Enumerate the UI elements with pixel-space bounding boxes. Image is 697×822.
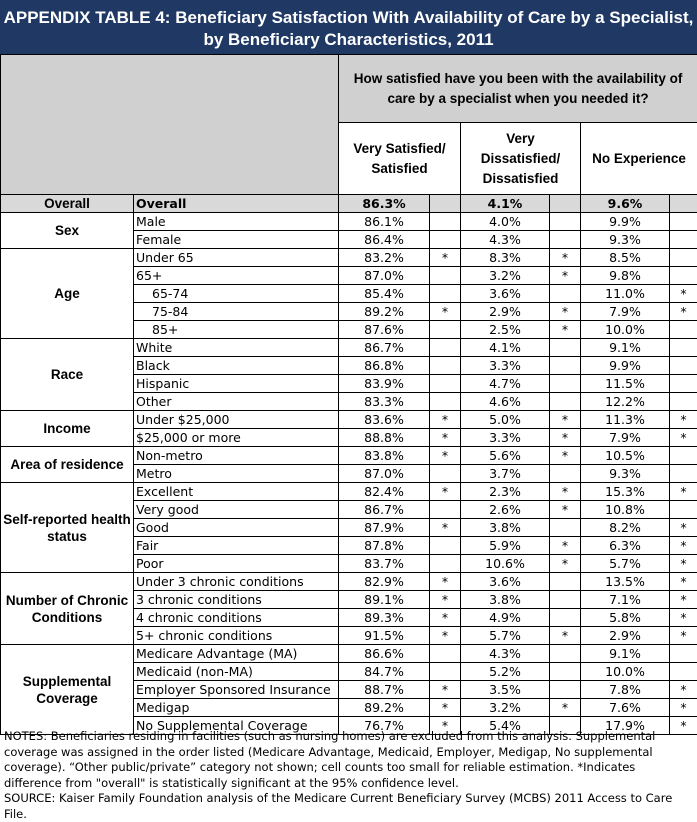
no-experience-significance: * bbox=[670, 591, 697, 609]
category-label: Employer Sponsored Insurance bbox=[134, 681, 339, 699]
category-label: Under $25,000 bbox=[134, 411, 339, 429]
dissatisfied-value: 3.7% bbox=[461, 465, 550, 483]
satisfied-value: 83.9% bbox=[339, 375, 430, 393]
no-experience-significance bbox=[670, 663, 697, 681]
dissatisfied-significance: * bbox=[550, 483, 581, 501]
dissatisfied-significance: * bbox=[550, 627, 581, 645]
dissatisfied-value: 3.2% bbox=[461, 699, 550, 717]
group-label: Number of Chronic Conditions bbox=[1, 573, 134, 645]
no-experience-value: 13.5% bbox=[581, 573, 670, 591]
column-header-dissatisfied: Very Dissatisfied/ Dissatisfied bbox=[461, 123, 581, 195]
no-experience-value: 6.3% bbox=[581, 537, 670, 555]
no-experience-significance: * bbox=[670, 519, 697, 537]
table-title bbox=[0, 0, 697, 54]
no-experience-value: 5.8% bbox=[581, 609, 670, 627]
satisfied-value: 88.8% bbox=[339, 429, 430, 447]
satisfied-value: 87.0% bbox=[339, 267, 430, 285]
table-row bbox=[1, 483, 697, 501]
table-row bbox=[1, 447, 697, 465]
dissatisfied-value: 3.3% bbox=[461, 429, 550, 447]
dissatisfied-significance: * bbox=[550, 249, 581, 267]
no-experience-value: 7.1% bbox=[581, 591, 670, 609]
satisfied-significance bbox=[430, 465, 461, 483]
no-experience-significance bbox=[670, 321, 697, 339]
no-experience-value: 9.9% bbox=[581, 357, 670, 375]
satisfied-value: 91.5% bbox=[339, 627, 430, 645]
no-experience-significance: * bbox=[670, 681, 697, 699]
no-experience-value: 9.9% bbox=[581, 213, 670, 231]
satisfied-significance bbox=[430, 537, 461, 555]
no-experience-value: 11.0% bbox=[581, 285, 670, 303]
category-label: Very good bbox=[134, 501, 339, 519]
satisfied-value: 85.4% bbox=[339, 285, 430, 303]
category-label: Hispanic bbox=[134, 375, 339, 393]
category-label: White bbox=[134, 339, 339, 357]
no-experience-value: 7.8% bbox=[581, 681, 670, 699]
satisfied-significance bbox=[430, 393, 461, 411]
no-experience-value: 9.1% bbox=[581, 645, 670, 663]
satisfied-significance: * bbox=[430, 249, 461, 267]
dissatisfied-significance bbox=[550, 663, 581, 681]
satisfied-value: 83.2% bbox=[339, 249, 430, 267]
survey-question-header: How satisfied have you been with the availability of care by a specialist when you needed it? bbox=[339, 55, 697, 123]
dissatisfied-value: 4.1% bbox=[461, 195, 550, 213]
dissatisfied-value: 3.8% bbox=[461, 591, 550, 609]
dissatisfied-significance: * bbox=[550, 555, 581, 573]
dissatisfied-significance bbox=[550, 195, 581, 213]
no-experience-significance: * bbox=[670, 303, 697, 321]
dissatisfied-value: 2.9% bbox=[461, 303, 550, 321]
satisfied-value: 86.1% bbox=[339, 213, 430, 231]
satisfied-significance bbox=[430, 645, 461, 663]
satisfied-significance: * bbox=[430, 717, 461, 735]
group-label: Area of residence bbox=[1, 447, 134, 483]
satisfied-significance: * bbox=[430, 627, 461, 645]
satisfied-significance bbox=[430, 213, 461, 231]
satisfied-significance: * bbox=[430, 681, 461, 699]
dissatisfied-significance bbox=[550, 357, 581, 375]
category-label: $25,000 or more bbox=[134, 429, 339, 447]
no-experience-significance: * bbox=[670, 717, 697, 735]
column-header-satisfied: Very Satisfied/ Satisfied bbox=[339, 123, 461, 195]
dissatisfied-value: 4.6% bbox=[461, 393, 550, 411]
dissatisfied-significance: * bbox=[550, 447, 581, 465]
satisfied-significance: * bbox=[430, 447, 461, 465]
dissatisfied-value: 5.4% bbox=[461, 717, 550, 735]
no-experience-value: 11.5% bbox=[581, 375, 670, 393]
dissatisfied-value: 5.2% bbox=[461, 663, 550, 681]
satisfied-value: 86.7% bbox=[339, 501, 430, 519]
category-label: Excellent bbox=[134, 483, 339, 501]
group-label: Sex bbox=[1, 213, 134, 249]
group-label: Age bbox=[1, 249, 134, 339]
dissatisfied-value: 4.9% bbox=[461, 609, 550, 627]
table-row bbox=[1, 249, 697, 267]
no-experience-value: 9.1% bbox=[581, 339, 670, 357]
dissatisfied-value: 4.0% bbox=[461, 213, 550, 231]
dissatisfied-significance bbox=[550, 645, 581, 663]
no-experience-significance: * bbox=[670, 699, 697, 717]
dissatisfied-significance bbox=[550, 573, 581, 591]
satisfied-significance bbox=[430, 357, 461, 375]
dissatisfied-value: 3.5% bbox=[461, 681, 550, 699]
no-experience-value: 12.2% bbox=[581, 393, 670, 411]
dissatisfied-value: 8.3% bbox=[461, 249, 550, 267]
satisfied-significance bbox=[430, 501, 461, 519]
table-body bbox=[1, 55, 697, 735]
category-label: Fair bbox=[134, 537, 339, 555]
dissatisfied-value: 3.6% bbox=[461, 573, 550, 591]
satisfied-value: 87.9% bbox=[339, 519, 430, 537]
satisfied-value: 76.7% bbox=[339, 717, 430, 735]
satisfied-value: 87.0% bbox=[339, 465, 430, 483]
dissatisfied-value: 3.3% bbox=[461, 357, 550, 375]
column-header-no-experience: No Experience bbox=[581, 123, 697, 195]
dissatisfied-significance bbox=[550, 519, 581, 537]
no-experience-significance: * bbox=[670, 483, 697, 501]
group-label: Income bbox=[1, 411, 134, 447]
no-experience-significance bbox=[670, 231, 697, 249]
no-experience-significance bbox=[670, 501, 697, 519]
category-label: 3 chronic conditions bbox=[134, 591, 339, 609]
notes-block bbox=[4, 729, 694, 822]
satisfied-value: 89.1% bbox=[339, 591, 430, 609]
dissatisfied-significance bbox=[550, 681, 581, 699]
satisfied-value: 89.2% bbox=[339, 303, 430, 321]
title-line-2: by Beneficiary Characteristics, 2011 bbox=[2, 29, 695, 51]
no-experience-significance bbox=[670, 375, 697, 393]
satisfied-significance bbox=[430, 339, 461, 357]
no-experience-value: 9.6% bbox=[581, 195, 670, 213]
no-experience-value: 15.3% bbox=[581, 483, 670, 501]
no-experience-significance: * bbox=[670, 285, 697, 303]
satisfied-significance bbox=[430, 285, 461, 303]
satisfied-value: 82.9% bbox=[339, 573, 430, 591]
satisfied-significance bbox=[430, 231, 461, 249]
dissatisfied-significance: * bbox=[550, 411, 581, 429]
satisfied-value: 86.8% bbox=[339, 357, 430, 375]
satisfied-value: 86.7% bbox=[339, 339, 430, 357]
satisfied-significance: * bbox=[430, 429, 461, 447]
dissatisfied-value: 4.3% bbox=[461, 231, 550, 249]
dissatisfied-value: 2.5% bbox=[461, 321, 550, 339]
category-label: 65-74 bbox=[134, 285, 339, 303]
satisfied-value: 83.6% bbox=[339, 411, 430, 429]
no-experience-significance: * bbox=[670, 429, 697, 447]
no-experience-value: 8.2% bbox=[581, 519, 670, 537]
no-experience-significance bbox=[670, 447, 697, 465]
category-label: Medicare Advantage (MA) bbox=[134, 645, 339, 663]
satisfied-significance bbox=[430, 321, 461, 339]
satisfied-significance bbox=[430, 663, 461, 681]
dissatisfied-value: 3.8% bbox=[461, 519, 550, 537]
category-label: Good bbox=[134, 519, 339, 537]
no-experience-significance: * bbox=[670, 627, 697, 645]
satisfied-value: 86.4% bbox=[339, 231, 430, 249]
no-experience-significance bbox=[670, 645, 697, 663]
dissatisfied-significance: * bbox=[550, 303, 581, 321]
no-experience-value: 10.0% bbox=[581, 663, 670, 681]
no-experience-value: 10.8% bbox=[581, 501, 670, 519]
satisfied-significance: * bbox=[430, 303, 461, 321]
table-row bbox=[1, 411, 697, 429]
category-label: Under 3 chronic conditions bbox=[134, 573, 339, 591]
category-label: Medicaid (non-MA) bbox=[134, 663, 339, 681]
satisfied-value: 88.7% bbox=[339, 681, 430, 699]
satisfied-significance bbox=[430, 555, 461, 573]
satisfied-significance: * bbox=[430, 519, 461, 537]
category-label: No Supplemental Coverage bbox=[134, 717, 339, 735]
satisfied-significance: * bbox=[430, 699, 461, 717]
no-experience-significance bbox=[670, 393, 697, 411]
no-experience-significance: * bbox=[670, 609, 697, 627]
dissatisfied-significance bbox=[550, 213, 581, 231]
no-experience-value: 8.5% bbox=[581, 249, 670, 267]
dissatisfied-significance: * bbox=[550, 321, 581, 339]
no-experience-significance bbox=[670, 249, 697, 267]
data-table bbox=[0, 54, 697, 735]
dissatisfied-value: 4.7% bbox=[461, 375, 550, 393]
category-label: 65+ bbox=[134, 267, 339, 285]
header-blank-cell bbox=[1, 55, 339, 195]
no-experience-value: 7.9% bbox=[581, 303, 670, 321]
no-experience-value: 7.6% bbox=[581, 699, 670, 717]
satisfied-significance: * bbox=[430, 483, 461, 501]
category-label: Other bbox=[134, 393, 339, 411]
satisfied-value: 89.2% bbox=[339, 699, 430, 717]
dissatisfied-value: 5.9% bbox=[461, 537, 550, 555]
dissatisfied-significance bbox=[550, 591, 581, 609]
no-experience-value: 17.9% bbox=[581, 717, 670, 735]
table-row bbox=[1, 573, 697, 591]
satisfied-significance bbox=[430, 195, 461, 213]
no-experience-value: 5.7% bbox=[581, 555, 670, 573]
group-label: Supplemental Coverage bbox=[1, 645, 134, 735]
group-label: Self-reported health status bbox=[1, 483, 134, 573]
no-experience-value: 10.5% bbox=[581, 447, 670, 465]
category-label: Black bbox=[134, 357, 339, 375]
dissatisfied-significance bbox=[550, 339, 581, 357]
table-row bbox=[1, 339, 697, 357]
category-label: Metro bbox=[134, 465, 339, 483]
satisfied-significance: * bbox=[430, 573, 461, 591]
satisfied-value: 86.3% bbox=[339, 195, 430, 213]
table-row bbox=[1, 195, 697, 213]
category-label: 5+ chronic conditions bbox=[134, 627, 339, 645]
dissatisfied-value: 3.6% bbox=[461, 285, 550, 303]
satisfied-value: 86.6% bbox=[339, 645, 430, 663]
table-row bbox=[1, 645, 697, 663]
category-label: Overall bbox=[134, 195, 339, 213]
category-label: Male bbox=[134, 213, 339, 231]
no-experience-significance bbox=[670, 465, 697, 483]
dissatisfied-value: 2.3% bbox=[461, 483, 550, 501]
dissatisfied-value: 3.2% bbox=[461, 267, 550, 285]
dissatisfied-significance bbox=[550, 231, 581, 249]
source-text: SOURCE: Kaiser Family Foundation analysis of the Medicare Current Beneficiary Survey (MCBS) 2011 Access to Care File. bbox=[4, 791, 694, 822]
category-label: 4 chronic conditions bbox=[134, 609, 339, 627]
satisfied-value: 83.7% bbox=[339, 555, 430, 573]
dissatisfied-value: 5.7% bbox=[461, 627, 550, 645]
no-experience-value: 9.3% bbox=[581, 231, 670, 249]
satisfied-value: 83.8% bbox=[339, 447, 430, 465]
no-experience-value: 11.3% bbox=[581, 411, 670, 429]
no-experience-significance bbox=[670, 339, 697, 357]
category-label: Female bbox=[134, 231, 339, 249]
no-experience-value: 10.0% bbox=[581, 321, 670, 339]
dissatisfied-significance: * bbox=[550, 699, 581, 717]
group-label: Overall bbox=[1, 195, 134, 213]
dissatisfied-significance: * bbox=[550, 429, 581, 447]
category-label: Under 65 bbox=[134, 249, 339, 267]
no-experience-significance: * bbox=[670, 537, 697, 555]
dissatisfied-value: 2.6% bbox=[461, 501, 550, 519]
dissatisfied-significance: * bbox=[550, 537, 581, 555]
dissatisfied-significance bbox=[550, 465, 581, 483]
group-label: Race bbox=[1, 339, 134, 411]
dissatisfied-significance bbox=[550, 393, 581, 411]
satisfied-value: 87.6% bbox=[339, 321, 430, 339]
category-label: Medigap bbox=[134, 699, 339, 717]
category-label: 75-84 bbox=[134, 303, 339, 321]
no-experience-significance bbox=[670, 267, 697, 285]
no-experience-value: 7.9% bbox=[581, 429, 670, 447]
no-experience-value: 9.8% bbox=[581, 267, 670, 285]
dissatisfied-significance: * bbox=[550, 501, 581, 519]
dissatisfied-significance bbox=[550, 285, 581, 303]
no-experience-significance bbox=[670, 213, 697, 231]
category-label: 85+ bbox=[134, 321, 339, 339]
table-row bbox=[1, 213, 697, 231]
satisfied-value: 84.7% bbox=[339, 663, 430, 681]
notes-text: NOTES: Beneficiaries residing in facilities (such as nursing homes) are excluded from this analysis. Supplemental coverage was assigned in the order listed (Medicare Advantage, Medicaid, Employer, Medigap, No supplemental coverage). “Other public/private” category not shown; cell counts too small for reliable estimation. *Indicates difference from "overall" is statistically significant at the 95% confidence level. bbox=[4, 729, 694, 791]
dissatisfied-value: 5.6% bbox=[461, 447, 550, 465]
no-experience-significance bbox=[670, 195, 697, 213]
no-experience-value: 2.9% bbox=[581, 627, 670, 645]
category-label: Poor bbox=[134, 555, 339, 573]
no-experience-value: 9.3% bbox=[581, 465, 670, 483]
dissatisfied-significance bbox=[550, 375, 581, 393]
satisfied-significance: * bbox=[430, 591, 461, 609]
dissatisfied-significance bbox=[550, 609, 581, 627]
title-line-1: APPENDIX TABLE 4: Beneficiary Satisfaction With Availability of Care by a Specialist, bbox=[2, 7, 695, 29]
no-experience-significance: * bbox=[670, 411, 697, 429]
satisfied-value: 82.4% bbox=[339, 483, 430, 501]
dissatisfied-value: 5.0% bbox=[461, 411, 550, 429]
satisfied-significance bbox=[430, 267, 461, 285]
dissatisfied-significance: * bbox=[550, 267, 581, 285]
satisfied-value: 89.3% bbox=[339, 609, 430, 627]
satisfied-significance bbox=[430, 375, 461, 393]
dissatisfied-value: 4.3% bbox=[461, 645, 550, 663]
no-experience-significance: * bbox=[670, 573, 697, 591]
no-experience-significance: * bbox=[670, 555, 697, 573]
no-experience-significance bbox=[670, 357, 697, 375]
satisfied-value: 83.3% bbox=[339, 393, 430, 411]
dissatisfied-value: 10.6% bbox=[461, 555, 550, 573]
dissatisfied-value: 4.1% bbox=[461, 339, 550, 357]
satisfied-significance: * bbox=[430, 411, 461, 429]
satisfied-significance: * bbox=[430, 609, 461, 627]
satisfied-value: 87.8% bbox=[339, 537, 430, 555]
category-label: Non-metro bbox=[134, 447, 339, 465]
